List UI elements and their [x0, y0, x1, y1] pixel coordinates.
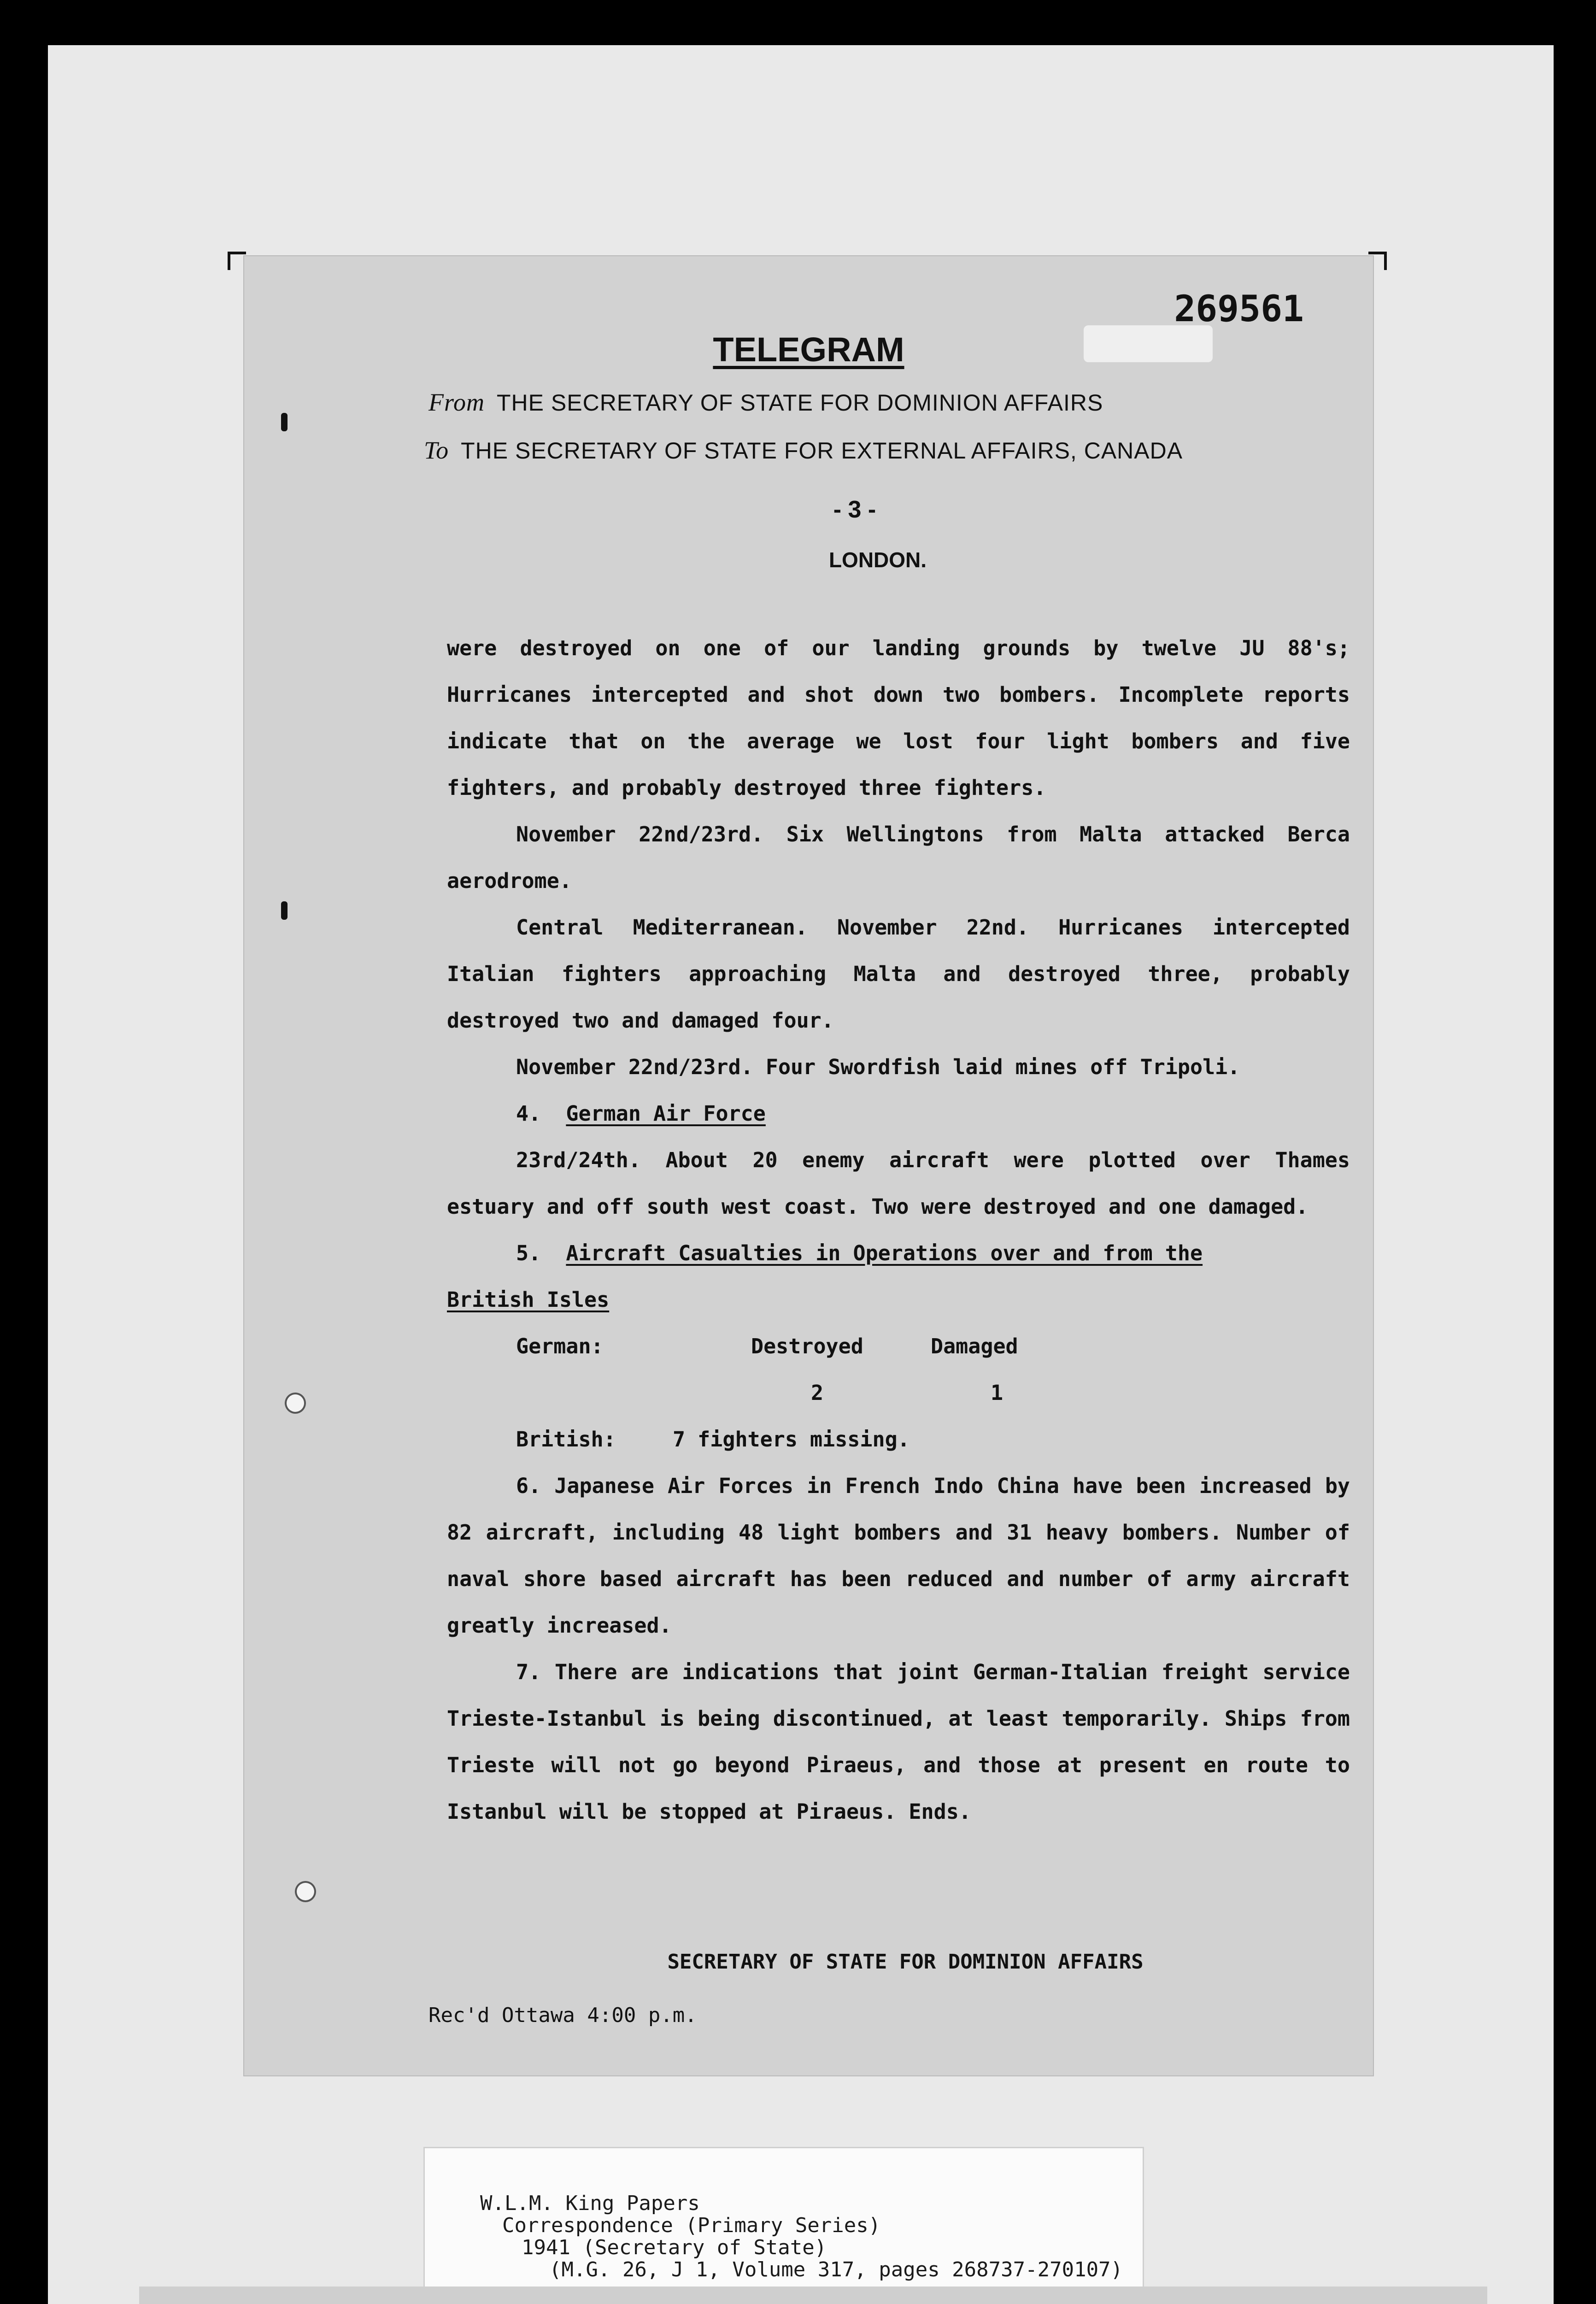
- casualties-values-row: [447, 1369, 1350, 1416]
- section-6-text: 6. Japanese Air Forces in French Indo China have been increased by 82 aircraft, including 48 light bombers and 31 heavy bombers. Number of naval shore based aircraft has been reduced and number of army aircraft greatly increased.: [447, 1474, 1350, 1638]
- reference-line: (M.G. 26, J 1, Volume 317, pages 268737-270107): [549, 2258, 1123, 2281]
- to-text: THE SECRETARY OF STATE FOR EXTERNAL AFFAIRS, CANADA: [461, 438, 1183, 464]
- place-line: LONDON.: [828, 548, 927, 572]
- british-row: [447, 1416, 1350, 1463]
- from-text: THE SECRETARY OF STATE FOR DOMINION AFFAIRS: [497, 390, 1103, 416]
- section-4-title: German Air Force: [566, 1101, 766, 1126]
- casualties-header-row: [447, 1323, 1350, 1369]
- telegram-sheet: [244, 256, 1373, 2075]
- paragraph: Central Mediterranean. November 22nd. Hurricanes intercepted Italian fighters approaching Malta and destroyed three, probably destroyed two and damaged four.: [447, 915, 1350, 1033]
- page-number: - 3 -: [833, 496, 876, 523]
- to-label: To: [424, 436, 449, 464]
- reference-line: 1941 (Secretary of State): [522, 2236, 827, 2259]
- to-line: [424, 436, 1183, 464]
- paragraph: November 22nd/23rd. Four Swordfish laid mines off Tripoli.: [516, 1055, 1240, 1079]
- british-text: 7 fighters missing.: [673, 1427, 910, 1452]
- destroyed-header: Destroyed: [751, 1334, 863, 1358]
- section-5-title: Aircraft Casualties in Operations over and from the: [566, 1241, 1203, 1265]
- paragraph: were destroyed on one of our landing grounds by twelve JU 88's; Hurricanes intercepted and shot down two bombers. Incomplete reports indicate that on the average we lost four light bombers and five fighters, and probably destroyed three fighters.: [447, 636, 1350, 800]
- damaged-header: Damaged: [931, 1334, 1018, 1358]
- telegram-title: TELEGRAM: [713, 330, 904, 369]
- reference-label: [425, 2148, 1143, 2304]
- section-4-heading: 4. German Air Force: [516, 1101, 766, 1126]
- section-7-text: 7. There are indications that joint German-Italian freight service Trieste-Istanbul is being discontinued, at least temporarily. Ships from Trieste will not go beyond Piraeus, and those at present en route to Istanbul will be stopped at Piraeus. Ends.: [447, 1660, 1350, 1824]
- punch-hole: [295, 1881, 316, 1902]
- paragraph: November 22nd/23rd. Six Wellingtons from Malta attacked Berca aerodrome.: [447, 822, 1350, 893]
- section-4-text: 23rd/24th. About 20 enemy aircraft were plotted over Thames estuary and off south west coast. Two were destroyed and one damaged.: [447, 1148, 1350, 1219]
- from-label: From: [428, 388, 485, 416]
- document-number: 269561: [1174, 288, 1304, 330]
- german-destroyed: 2: [811, 1381, 824, 1405]
- telegram-body: [447, 625, 1350, 1835]
- reference-line: W.L.M. King Papers: [480, 2192, 700, 2215]
- archive-stamp-panel: [139, 2286, 1487, 2304]
- reference-line: Correspondence (Primary Series): [502, 2214, 881, 2237]
- punch-mark: [281, 413, 288, 431]
- signature-line: SECRETARY OF STATE FOR DOMINION AFFAIRS: [667, 1950, 1144, 1974]
- received-note: Rec'd Ottawa 4:00 p.m.: [428, 2004, 697, 2027]
- german-label: German:: [516, 1334, 604, 1358]
- british-label: British:: [516, 1427, 616, 1452]
- german-damaged: 1: [991, 1381, 1003, 1405]
- punch-mark: [281, 901, 288, 920]
- punch-hole: [285, 1393, 306, 1414]
- section-5-heading-cont: British Isles: [447, 1287, 610, 1312]
- from-line: [428, 388, 1103, 417]
- section-5-heading: 5. Aircraft Casualties in Operations over and from the: [516, 1241, 1203, 1265]
